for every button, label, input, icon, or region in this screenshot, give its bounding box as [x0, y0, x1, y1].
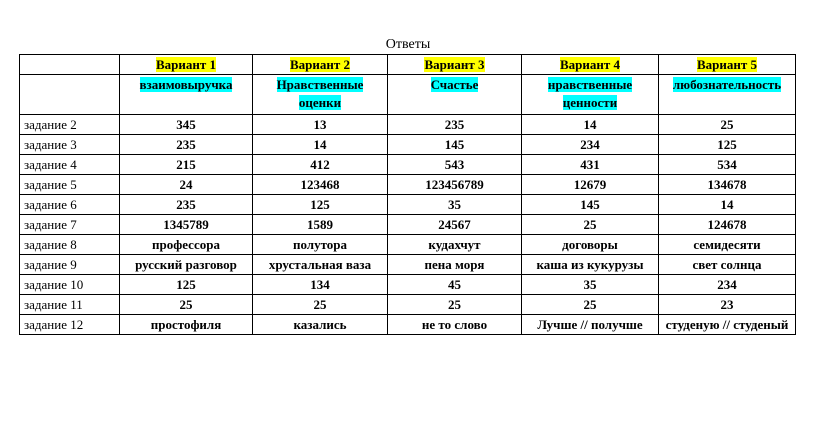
theme-header: любознательность	[659, 75, 796, 115]
answer-cell: простофиля	[120, 315, 253, 335]
variant-header-row	[20, 55, 796, 75]
task-label: задание 8	[20, 235, 120, 255]
answer-cell: студеную // студеный	[659, 315, 796, 335]
task-label: задание 12	[20, 315, 120, 335]
answer-cell: 123468	[253, 175, 388, 195]
answer-cell: 123456789	[388, 175, 522, 195]
answer-cell: семидесяти	[659, 235, 796, 255]
corner-cell	[20, 55, 120, 75]
answer-cell: 12679	[522, 175, 659, 195]
table-row	[20, 315, 796, 335]
answer-cell: 431	[522, 155, 659, 175]
answer-cell: договоры	[522, 235, 659, 255]
answer-cell: 25	[522, 215, 659, 235]
answer-cell: 35	[522, 275, 659, 295]
answer-cell: 125	[120, 275, 253, 295]
answer-cell: 24	[120, 175, 253, 195]
answer-cell: 235	[120, 195, 253, 215]
task-label: задание 6	[20, 195, 120, 215]
answer-cell: 14	[522, 115, 659, 135]
table-row	[20, 295, 796, 315]
task-label: задание 9	[20, 255, 120, 275]
answers-table	[19, 54, 796, 335]
variant-header: Вариант 3	[388, 55, 522, 75]
answer-cell: 45	[388, 275, 522, 295]
table-row	[20, 115, 796, 135]
answer-cell: 235	[120, 135, 253, 155]
answer-cell: 25	[659, 115, 796, 135]
table-row	[20, 135, 796, 155]
theme-header: нравственные ценности	[522, 75, 659, 115]
theme-header: Счастье	[388, 75, 522, 115]
table-row	[20, 155, 796, 175]
table-row	[20, 175, 796, 195]
answer-cell: хрустальная ваза	[253, 255, 388, 275]
answer-cell: 134678	[659, 175, 796, 195]
answer-cell: кудахчут	[388, 235, 522, 255]
answer-cell: 534	[659, 155, 796, 175]
task-label: задание 7	[20, 215, 120, 235]
answer-cell: 345	[120, 115, 253, 135]
table-row	[20, 235, 796, 255]
answer-cell: 25	[253, 295, 388, 315]
answer-cell: 23	[659, 295, 796, 315]
answer-cell: 125	[253, 195, 388, 215]
table-row	[20, 215, 796, 235]
answer-cell: 13	[253, 115, 388, 135]
answer-cell: 125	[659, 135, 796, 155]
answer-cell: 1589	[253, 215, 388, 235]
answer-cell: 25	[522, 295, 659, 315]
answer-cell: 234	[522, 135, 659, 155]
page-title: Ответы	[385, 37, 431, 52]
task-label: задание 2	[20, 115, 120, 135]
theme-header-row	[20, 75, 796, 115]
task-label: задание 11	[20, 295, 120, 315]
answer-cell: 543	[388, 155, 522, 175]
task-label: задание 4	[20, 155, 120, 175]
task-label: задание 10	[20, 275, 120, 295]
table-row	[20, 195, 796, 215]
task-label: задание 5	[20, 175, 120, 195]
answer-cell: 25	[388, 295, 522, 315]
answer-cell: 145	[388, 135, 522, 155]
variant-header: Вариант 5	[659, 55, 796, 75]
answer-cell: 14	[253, 135, 388, 155]
answer-cell: 35	[388, 195, 522, 215]
theme-header: Нравственные оценки	[253, 75, 388, 115]
answer-cell: 412	[253, 155, 388, 175]
answer-cell: 234	[659, 275, 796, 295]
answer-cell: каша из кукурузы	[522, 255, 659, 275]
answer-cell: Лучше // получше	[522, 315, 659, 335]
theme-header: взаимовыручка	[120, 75, 253, 115]
answer-cell: 25	[120, 295, 253, 315]
answer-cell: 145	[522, 195, 659, 215]
answer-cell: полутора	[253, 235, 388, 255]
answer-cell: свет солнца	[659, 255, 796, 275]
answer-cell: 124678	[659, 215, 796, 235]
answer-cell: 215	[120, 155, 253, 175]
theme-corner-cell	[20, 75, 120, 115]
variant-header: Вариант 4	[522, 55, 659, 75]
table-row	[20, 275, 796, 295]
variant-header: Вариант 2	[253, 55, 388, 75]
variant-header: Вариант 1	[120, 55, 253, 75]
answer-cell: 1345789	[120, 215, 253, 235]
task-label: задание 3	[20, 135, 120, 155]
answer-cell: 14	[659, 195, 796, 215]
answer-cell: 235	[388, 115, 522, 135]
answer-cell: 24567	[388, 215, 522, 235]
table-row	[20, 255, 796, 275]
answer-cell: пена моря	[388, 255, 522, 275]
answer-cell: не то слово	[388, 315, 522, 335]
answer-cell: профессора	[120, 235, 253, 255]
answer-cell: казались	[253, 315, 388, 335]
answer-cell: русский разговор	[120, 255, 253, 275]
answer-cell: 134	[253, 275, 388, 295]
